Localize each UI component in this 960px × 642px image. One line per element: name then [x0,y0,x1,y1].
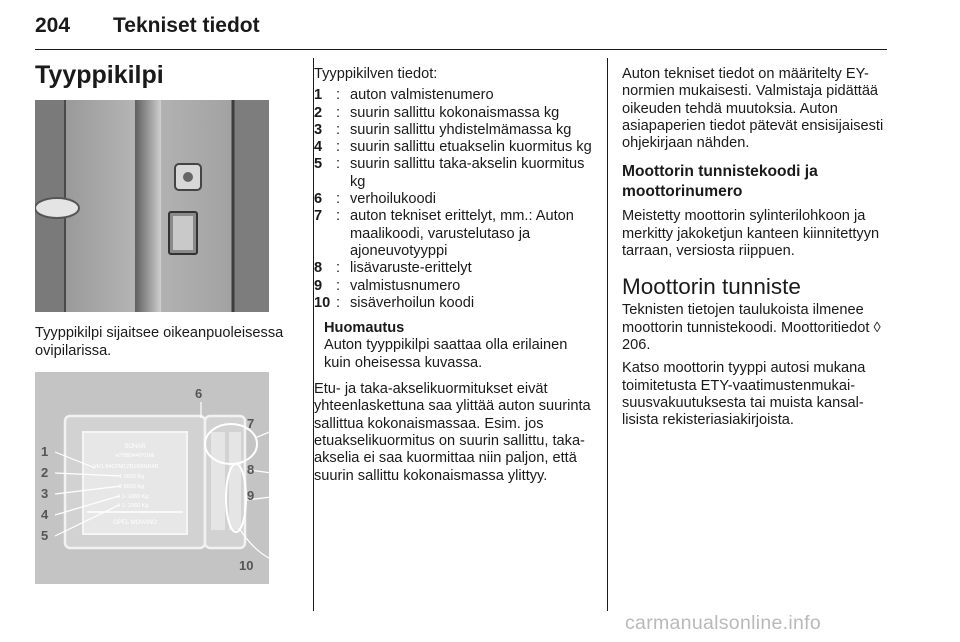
engine-id-heading: Moottorin tunniste [622,274,801,300]
legend-item: 8 : lisävaruste-erittelyt [314,260,472,277]
note-text: Auton tyyppikilpi saattaa olla erilainen kuin oheisessa kuvassa. [324,337,568,371]
intro-paragraph: Auton tekniset tiedot on määritelty EY-normien mukaisesti. Valmistaja pidättää oikeuden tehdä muutoksia. Auton asiapaperien tiedot pätevät ensisijaisesti ohjekirjaan nähden. [622,66,884,152]
engine-code-subheading: Moottorin tunnistekoodi ja moottorinumero [622,163,818,201]
legend-item: 3 : suurin sallittu yhdistelmämassa kg [314,121,572,138]
plate-line-3: VH1 84CFM1ZB16RNR4R [93,464,159,470]
photo-caption: Tyyppikilpi sijaitsee oikeanpuoleisessa ovipilarissa. [35,325,284,359]
engine-type-text: Katso moottorin tyyppi autosi mukana toimitetusta ETY-vaatimustenmukaisuusvakuutuksesta tai muista kansallisista rekisteriasiakirjoista. [622,360,866,429]
callout-6: 6 [195,386,203,401]
axle-load-paragraph: Etu- ja taka-akselikuormitukset eivät yhteenlaskettuna saa ylittää auton suurinta sallittua kokonaismassaa. Esim. jos etuakselikuormitus on suurin sallittu, taka-akselia ei saa kuormittaa niin paljon, että suurin sallittu kokonaismassa ylittyy. [314,381,591,484]
callout-5: 5 [41,528,49,543]
engine-code-text: Meistetty moottorin sylinterilohkoon ja merkitty jakoketjun kanteen kiinnitettyyn tarraan, versiosta riippuen. [622,208,880,260]
legend-intro: Tyyppikilven tiedot: [314,66,438,82]
legend-list [314,87,594,312]
column-left [35,60,303,584]
page-header [35,12,887,50]
callout-1: 1 [41,444,49,459]
legend-item: 2 : suurin sallittu kokonaismassa kg [314,104,560,121]
legend-item: 6 : verhoilukoodi [314,191,436,208]
legend-item: 10 : sisäverhoilun koodi [314,294,475,311]
column-middle [314,66,594,485]
callout-10: 10 [239,558,254,573]
note-title: Huomautus [324,320,405,337]
plate-line-2: e2*88/3446*0166 [115,453,155,459]
watermark: carmanualsonline.info [625,612,821,634]
chapter-title: Tekniset tiedot [113,14,260,37]
legend-item: 5 : suurin sallittu taka-akselin kuormitus kg [314,156,585,190]
note-box [314,320,594,372]
plate-line-1: SONAR [124,444,146,450]
column-divider-2 [607,58,608,611]
legend-item: 9 : valmistusnumero [314,277,461,294]
column-right [622,66,888,429]
page-number: 204 [35,14,71,37]
callout-9: 9 [247,488,255,503]
type-plate-diagram [35,372,269,584]
plate-line-4: 1 3600 Kg [119,474,145,480]
door-pillar-illustration [35,100,269,312]
type-plate-illustration [35,372,269,584]
plate-line-5: 2 6600 Kg [119,484,145,490]
callout-2: 2 [41,465,49,480]
plate-footer: OPEL MOVANO [113,520,157,526]
callout-8: 8 [247,462,255,477]
section-title: Tyyppikilpi [35,61,164,89]
legend-item: 7 : auton tekniset erittelyt, mm.: Auton maalikoodi, varustelutaso ja ajoneuvotyyppi [314,208,574,259]
door-pillar-photo [35,100,269,312]
plate-line-7: 4 1- 2060 Kg [117,503,149,509]
engine-id-text: Teknisten tietojen taulukoista ilmenee moottorin tunnistekoodi. Moottoritiedot ◊ 206. [622,302,881,353]
callout-7: 7 [247,416,255,431]
legend-item: 1 : auton valmistenumero [314,87,494,104]
callout-4: 4 [41,507,49,522]
legend-item: 4 : suurin sallittu etuakselin kuormitus kg [314,139,592,156]
callout-3: 3 [41,486,49,501]
plate-line-6: 3 1- 1860 Kg [117,494,149,500]
